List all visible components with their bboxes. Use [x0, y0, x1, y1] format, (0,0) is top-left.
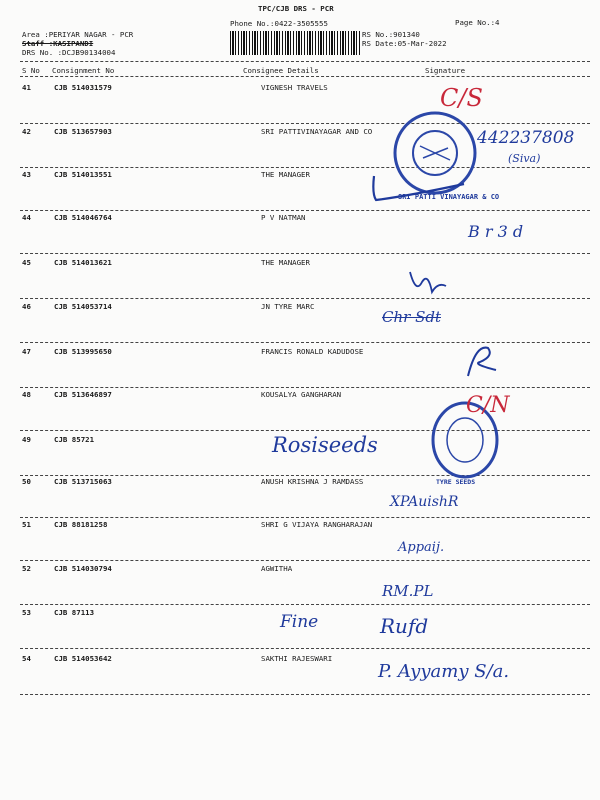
row-divider: [20, 517, 590, 518]
barcode: [230, 31, 362, 55]
row-consignee: SHRI G VIJAYA RANGHARAJAN: [261, 520, 373, 529]
row-divider: [20, 475, 590, 476]
row-consignment: CJB 514053642: [54, 654, 112, 663]
header-divider-top: [20, 61, 590, 62]
row-consignee: JN TYRE MARC: [261, 302, 315, 311]
row-serial: 45: [22, 258, 31, 267]
row-consignment: CJB 513715063: [54, 477, 112, 486]
row-divider: [20, 253, 590, 254]
signature-48: C/N: [466, 393, 510, 418]
signature-53-fine: Fine: [280, 612, 319, 632]
row-divider: [20, 604, 590, 605]
stamp-2-text: TYRE SEEDS: [436, 478, 476, 486]
signature-41: C/S: [440, 84, 483, 112]
signature-42-phone: 442237808: [477, 128, 575, 148]
row-consignment: CJB 514013551: [54, 170, 112, 179]
row-consignee: ANUSH KRISHNA J RAMDASS: [261, 477, 364, 486]
row-serial: 51: [22, 520, 31, 529]
col-signature: Signature: [425, 66, 466, 75]
row-consignment: CJB 514031579: [54, 83, 112, 92]
col-sno: S No: [22, 66, 40, 75]
row-consignment: CJB 514046764: [54, 213, 112, 222]
row-serial: 48: [22, 390, 31, 399]
signature-52: RM.PL: [382, 582, 434, 600]
signature-45-stroke: [408, 270, 448, 298]
signature-50: XPAuishR: [390, 494, 459, 510]
row-consignment: CJB 514030794: [54, 564, 112, 573]
row-divider: [20, 430, 590, 431]
rs-date: RS Date:05-Mar-2022: [362, 39, 447, 48]
signature-54: P. Ayyamy S/a.: [378, 661, 510, 682]
row-consignee: FRANCIS RONALD KADUDOSE: [261, 347, 364, 356]
row-divider: [20, 342, 590, 343]
col-consignee: Consignee Details: [243, 66, 319, 75]
row-divider: [20, 560, 590, 561]
row-consignee: KOUSALYA GANGHARAN: [261, 390, 342, 399]
row-consignee: THE MANAGER: [261, 258, 310, 267]
signature-42-name: (Siva): [508, 152, 541, 165]
row-serial: 46: [22, 302, 31, 311]
rs-number: RS No.:901340: [362, 30, 420, 39]
row-divider: [20, 298, 590, 299]
signature-49: Rosiseeds: [272, 433, 378, 457]
row-consignee: VIGNESH TRAVELS: [261, 83, 328, 92]
signature-53: Rufd: [380, 614, 429, 638]
signature-47-stroke: [462, 340, 502, 380]
row-serial: 44: [22, 213, 31, 222]
signature-43-stroke: [368, 172, 468, 207]
row-serial: 54: [22, 654, 31, 663]
row-serial: 53: [22, 608, 31, 617]
row-consignment: CJB 88181258: [54, 520, 108, 529]
row-serial: 52: [22, 564, 31, 573]
row-consignee: P V NATMAN: [261, 213, 306, 222]
row-divider: [20, 648, 590, 649]
row-consignment: CJB 87113: [54, 608, 95, 617]
row-consignment: CJB 513995650: [54, 347, 112, 356]
phone-number: Phone No.:0422-3505555: [230, 19, 328, 28]
row-divider: [20, 387, 590, 388]
signature-44: B r 3 d: [468, 222, 524, 241]
row-consignment: CJB 85721: [54, 435, 95, 444]
row-consignment: CJB 514013621: [54, 258, 112, 267]
row-divider: [20, 694, 590, 695]
row-divider: [20, 167, 590, 168]
row-consignee: THE MANAGER: [261, 170, 310, 179]
stamp-1-text: SRI PATTI VINAYAGAR & CO: [398, 193, 500, 201]
row-consignment: CJB 513657903: [54, 127, 112, 136]
row-divider: [20, 210, 590, 211]
row-serial: 42: [22, 127, 31, 136]
row-serial: 50: [22, 477, 31, 486]
row-serial: 47: [22, 347, 31, 356]
row-serial: 41: [22, 83, 31, 92]
row-divider: [20, 123, 590, 124]
row-serial: 43: [22, 170, 31, 179]
drs-number: DRS No. :DCJB90134004: [22, 48, 116, 57]
row-consignment: CJB 514053714: [54, 302, 112, 311]
signature-51: Appaij.: [398, 540, 445, 555]
row-consignee: SRI PATTIVINAYAGAR AND CO: [261, 127, 373, 136]
staff-label: Staff :KASIPANDI: [22, 39, 94, 48]
page-number: Page No.:4: [455, 18, 500, 27]
signature-46: Chr Sdt: [382, 308, 441, 326]
area-label: Area :PERIYAR NAGAR - PCR: [22, 30, 134, 39]
col-consignment: Consignment No: [52, 66, 115, 75]
row-consignee: SAKTHI RAJESWARI: [261, 654, 333, 663]
document-title: TPC/CJB DRS - PCR: [258, 4, 334, 13]
row-consignee: AGWITHA: [261, 564, 293, 573]
header-divider-bottom: [20, 76, 590, 77]
row-serial: 49: [22, 435, 31, 444]
row-consignment: CJB 513646897: [54, 390, 112, 399]
